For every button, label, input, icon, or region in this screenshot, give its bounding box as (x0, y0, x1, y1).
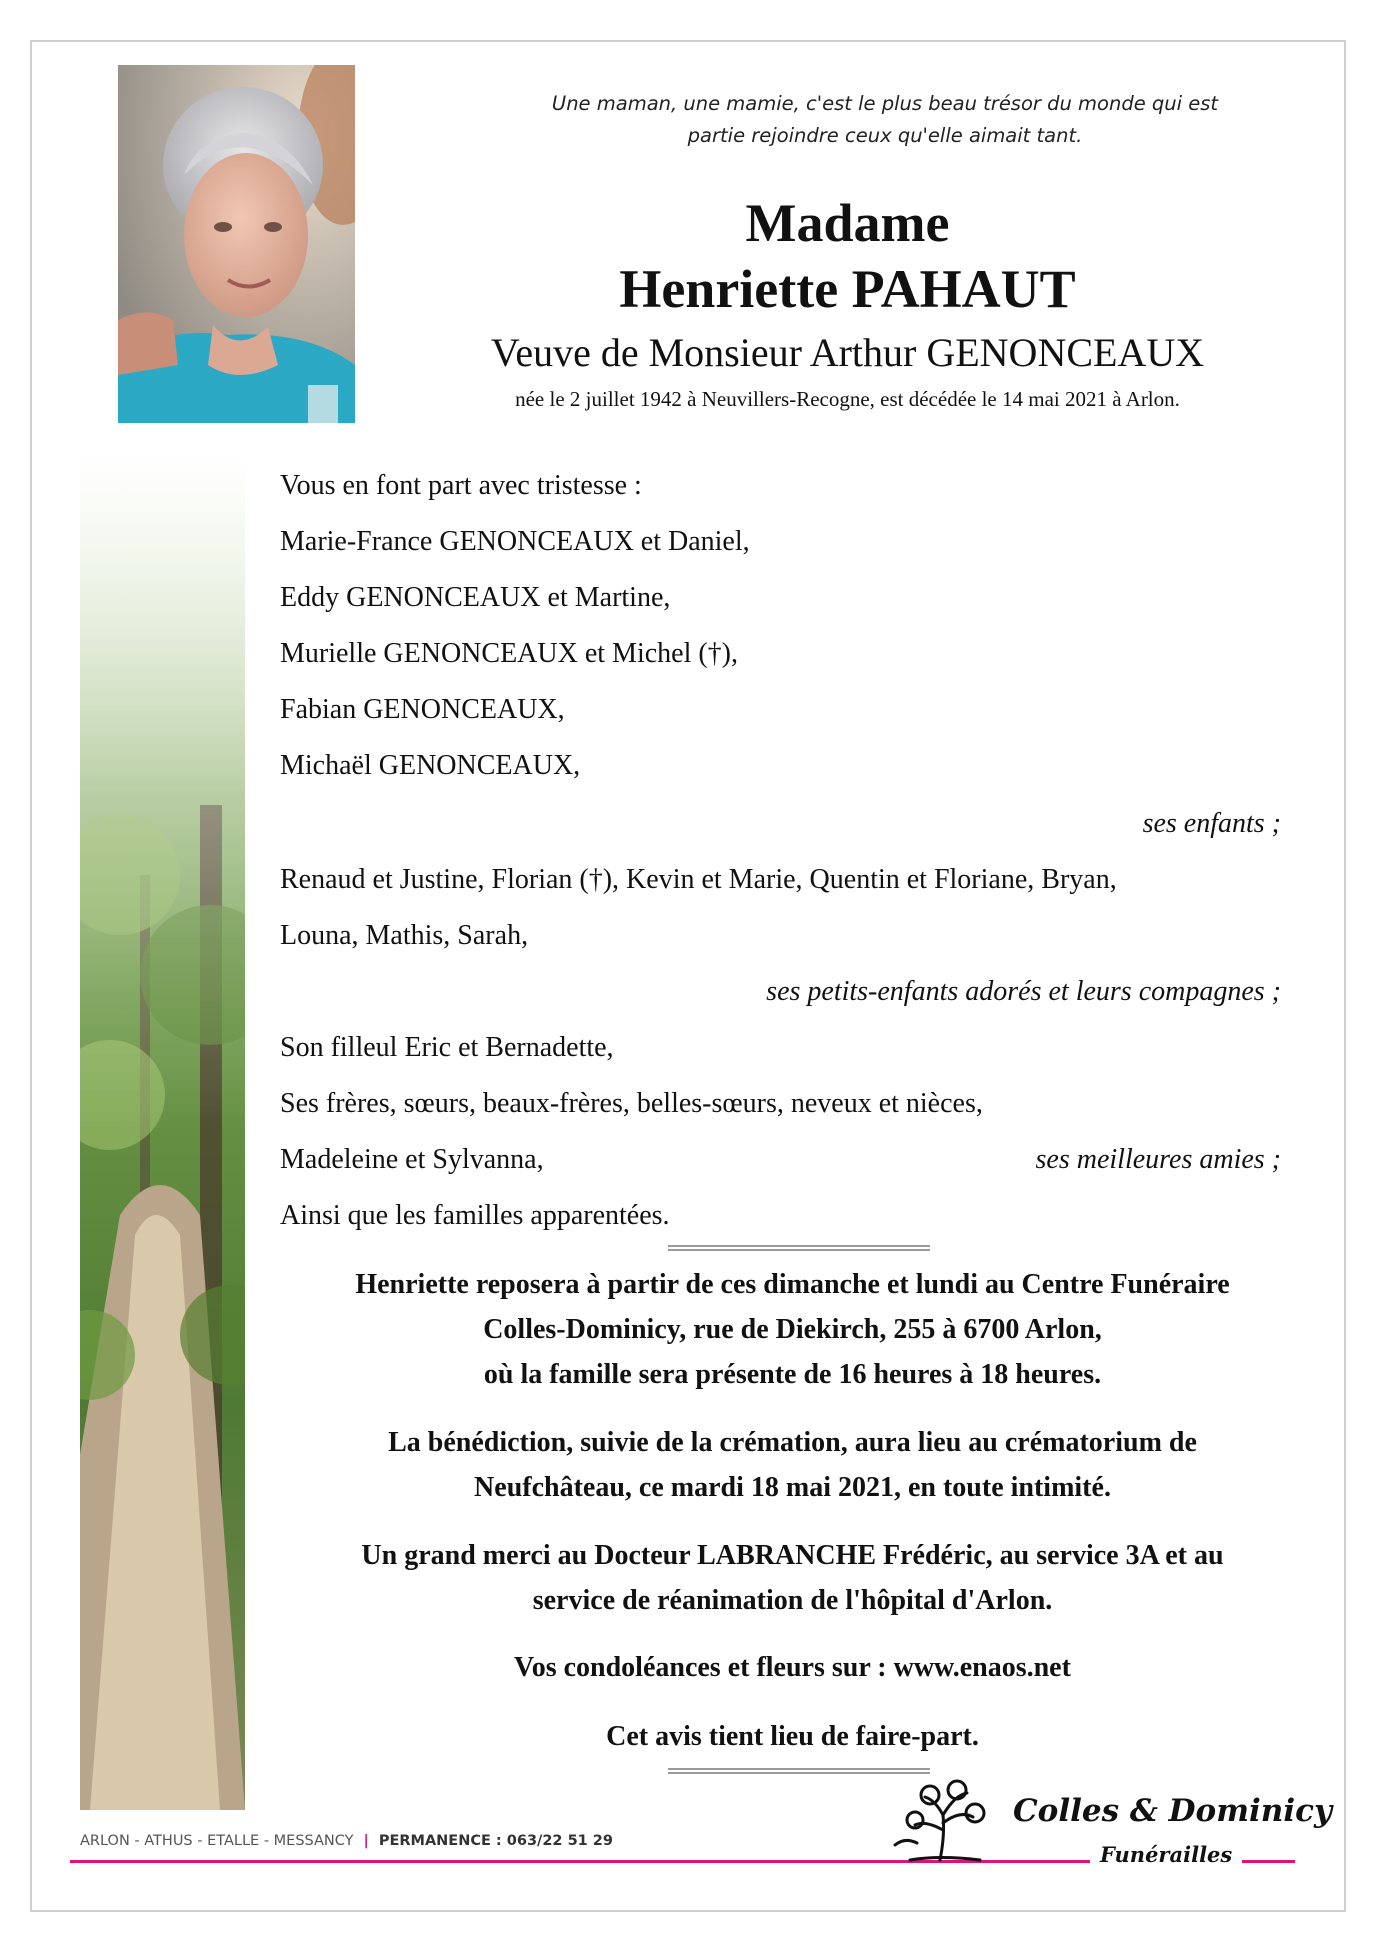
birth-death-dates: née le 2 juillet 1942 à Neuvillers-Recogne, est décédée le 14 mai 2021 à Arlon. (515, 387, 1180, 411)
thanks-line-1: Un grand merci au Docteur LABRANCHE Frédéric, au service 3A et au (361, 1540, 1224, 1571)
divider (668, 1768, 930, 1774)
relative-line: Son filleul Eric et Bernadette, (280, 1032, 614, 1063)
locations-text: ARLON - ATHUS - ETALLE - MESSANCY (80, 1833, 354, 1849)
relative-line: Madeleine et Sylvanna, (280, 1144, 544, 1175)
notice-info: Cet avis tient lieu de faire-part. (606, 1721, 979, 1752)
condolences-info: Vos condoléances et fleurs sur : www.enaos.net (514, 1652, 1071, 1683)
widow-of: Veuve de Monsieur Arthur GENONCEAUX (490, 330, 1205, 375)
quote-line-2: partie rejoindre ceux qu'elle aimait tant. (687, 124, 1083, 147)
honorific-title: Madame (745, 193, 950, 253)
family-closing: Ainsi que les familles apparentées. (280, 1200, 670, 1231)
visitation-line-2: Colles-Dominicy, rue de Diekirch, 255 à 6700 Arlon, (483, 1314, 1102, 1345)
ceremony-info (270, 1420, 1315, 1510)
child-line: Michaël GENONCEAUX, (280, 750, 581, 781)
deceased-name: Henriette PAHAUT (619, 259, 1076, 319)
opening-quote (480, 88, 1290, 152)
child-line: Eddy GENONCEAUX et Martine, (280, 582, 671, 613)
portrait-photo (118, 65, 355, 423)
child-line: Murielle GENONCEAUX et Michel (†), (280, 638, 739, 669)
ceremony-line-1: La bénédiction, suivie de la crémation, aura lieu au crématorium de (388, 1427, 1197, 1458)
permanence-phone: PERMANENCE : 063/22 51 29 (378, 1833, 613, 1849)
divider (668, 1245, 930, 1251)
footer-separator: | (363, 1833, 369, 1849)
child-line: Fabian GENONCEAUX, (280, 694, 565, 725)
children-role: ses enfants ; (1142, 808, 1281, 839)
ceremony-line-2: Neufchâteau, ce mardi 18 mai 2021, en toute intimité. (474, 1472, 1111, 1503)
visitation-info (270, 1262, 1315, 1397)
grandchildren-line: Renaud et Justine, Florian (†), Kevin et Marie, Quentin et Floriane, Bryan, (280, 864, 1117, 895)
visitation-line-1: Henriette reposera à partir de ces dimanche et lundi au Centre Funéraire (355, 1269, 1230, 1300)
forest-path-image (80, 455, 245, 1810)
thanks-info (270, 1533, 1315, 1623)
visitation-line-3: où la famille sera présente de 16 heures à 18 heures. (483, 1359, 1102, 1390)
footer-locations (80, 1833, 613, 1849)
thanks-line-2: service de réanimation de l'hôpital d'Arlon. (532, 1585, 1053, 1616)
child-line: Marie-France GENONCEAUX et Daniel, (280, 526, 750, 557)
grandchildren-role: ses petits-enfants adorés et leurs compagnes ; (766, 976, 1281, 1007)
brand-subtitle: Funérailles (1090, 1842, 1242, 1867)
family-intro: Vous en font part avec tristesse : (280, 470, 642, 501)
brand-name: Colles & Dominicy (1013, 1793, 1332, 1829)
quote-line-1: Une maman, une mamie, c'est le plus beau trésor du monde qui est (551, 92, 1219, 115)
friends-role: ses meilleures amies ; (1035, 1144, 1281, 1175)
grandchildren-line: Louna, Mathis, Sarah, (280, 920, 529, 951)
relative-line: Ses frères, sœurs, beaux-frères, belles-sœurs, neveux et nièces, (280, 1088, 983, 1119)
